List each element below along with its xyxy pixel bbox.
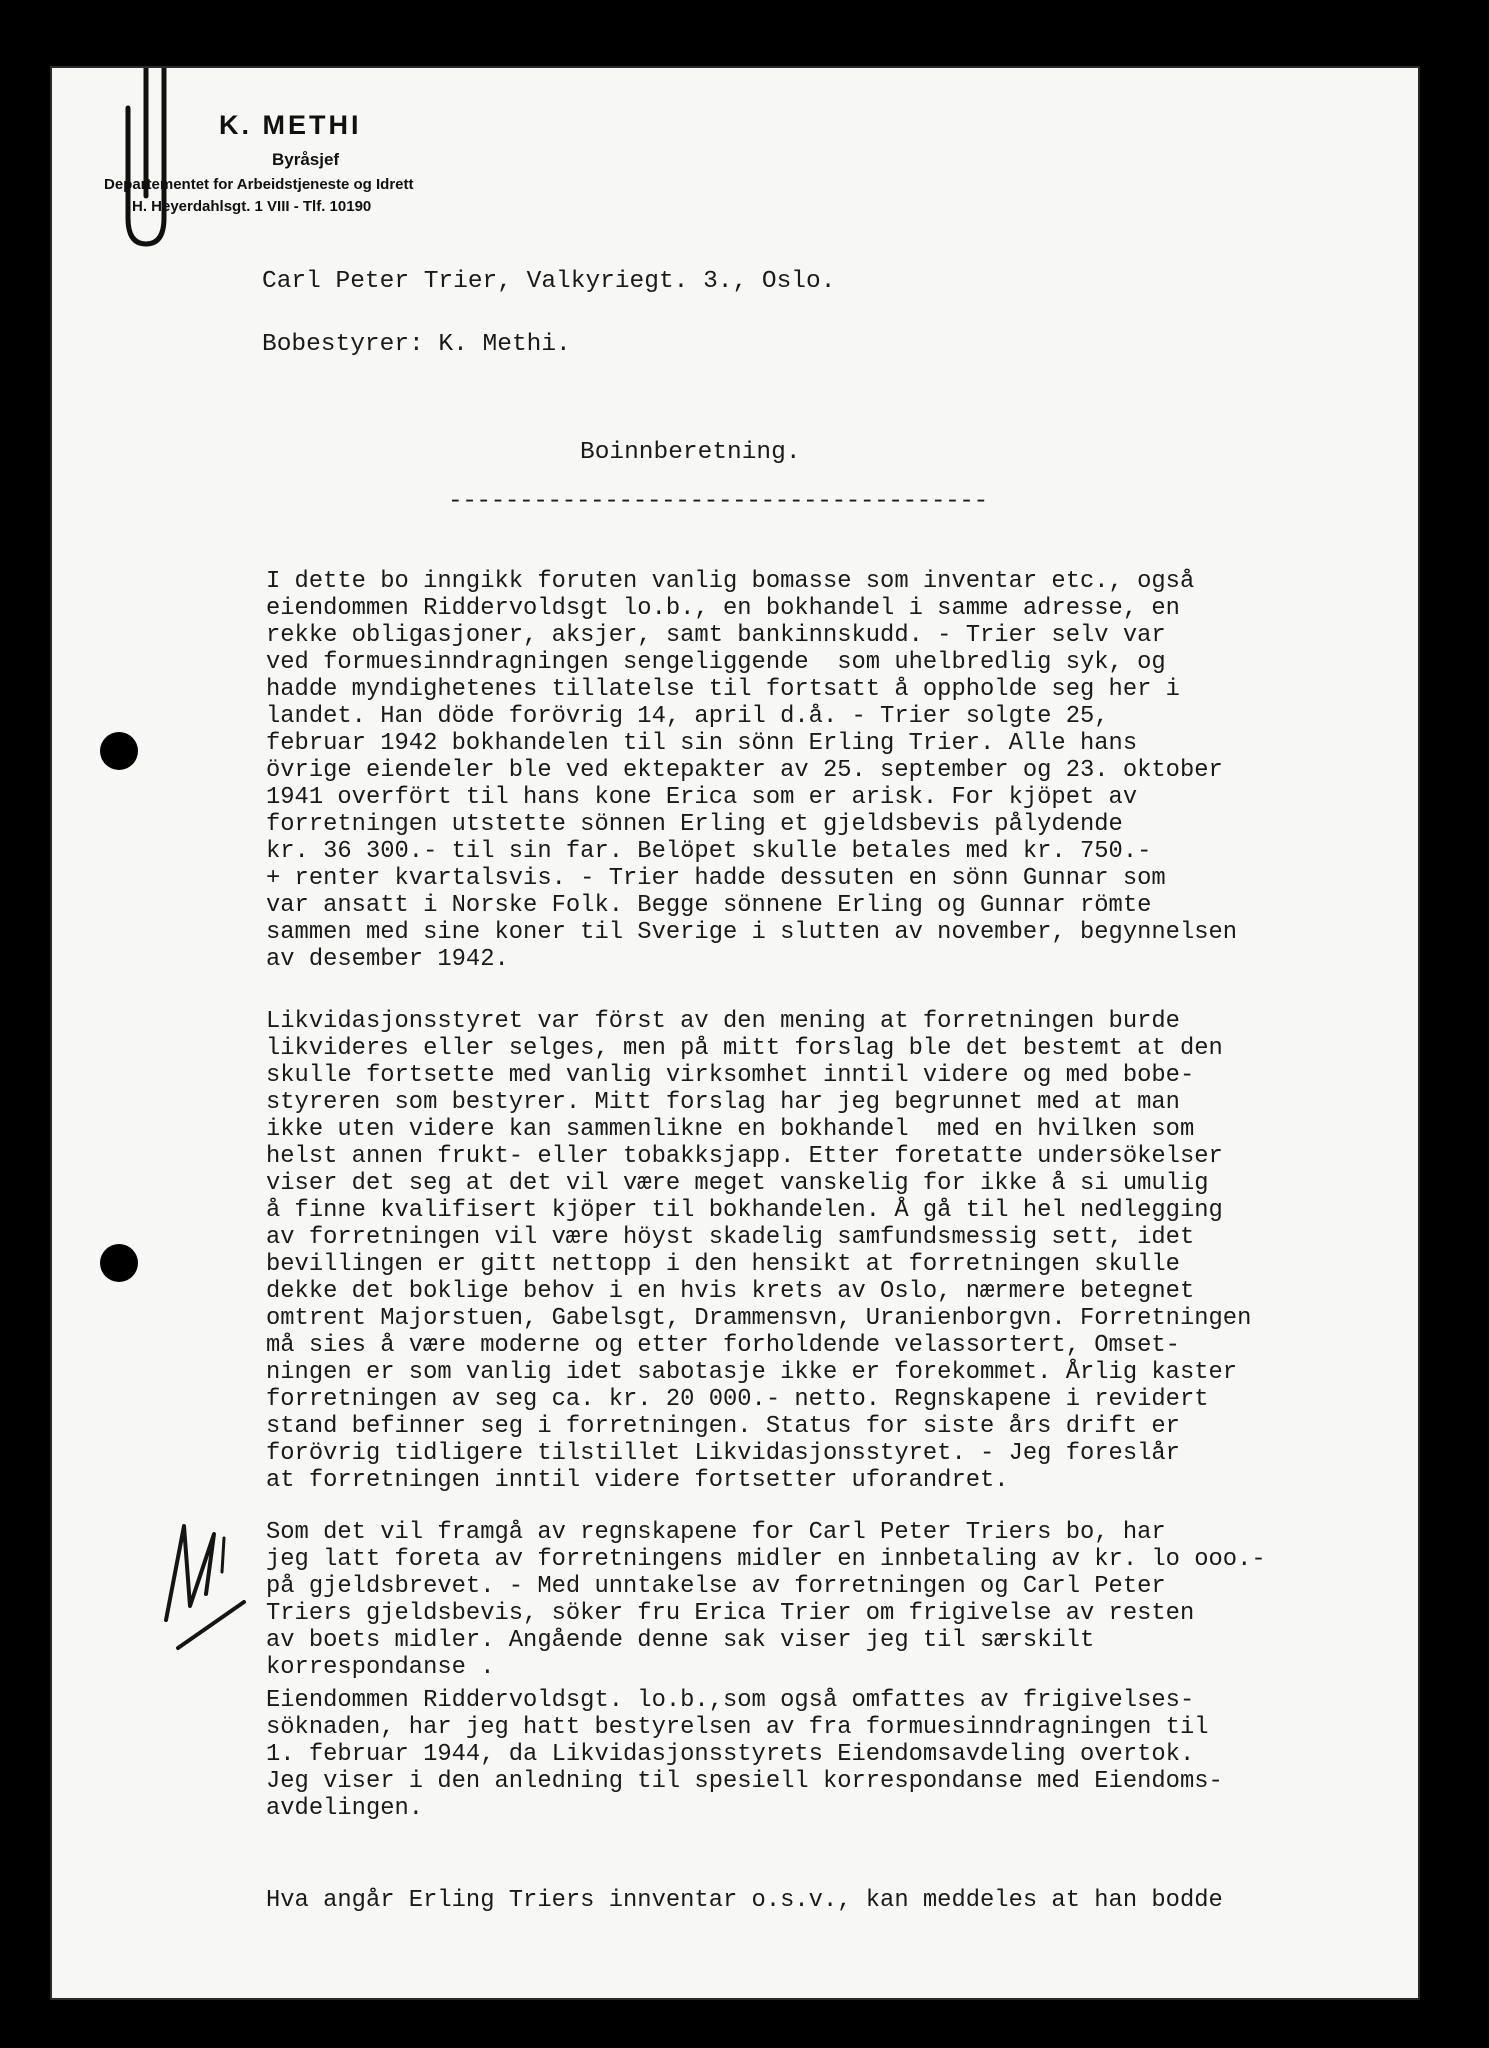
text-line: helst annen frukt- eller tobakksjapp. Etter foretatte undersökelser [266,1143,1223,1170]
text-line: av forretningen vil være höyst skadelig samfundsmessig sett, idet [266,1224,1195,1251]
text-line: bevillingen er gitt nettopp i den hensikt at forretningen skulle [266,1251,1180,1278]
text-line: I dette bo inngikk foruten vanlig bomasse som inventar etc., også [266,568,1195,595]
text-line: Triers gjeldsbevis, söker fru Erica Trier om frigivelse av resten [266,1600,1195,1627]
text-line: forretningen utstette sönnen Erling et gjeldsbevis pålydende [266,811,1123,838]
text-line: omtrent Majorstuen, Gabelsgt, Drammensvn, Uranienborgvn. Forretningen [266,1305,1252,1332]
document-page [52,68,1418,1998]
text-line: dekke det boklige behov i en hvis krets av Oslo, nærmere betegnet [266,1278,1195,1305]
text-line: 1941 overfört til hans kone Erica som er arisk. For kjöpet av [266,784,1138,811]
text-line: at forretningen inntil videre fortsetter uforandret. [266,1467,1009,1494]
paragraph-inventory [266,1887,1396,1914]
text-line: rekke obligasjoner, aksjer, samt bankinnskudd. - Trier selv var [266,622,1166,649]
estate-manager-line: Bobestyrer: K. Methi. [262,331,571,358]
heading-underline: -------------------------------------- [448,488,988,515]
text-line: forövrig tidligere tilstillet Likvidasjonsstyret. - Jeg foreslår [266,1440,1180,1467]
paragraph-estate-contents [266,568,1396,973]
text-line: Jeg viser i den anledning til spesiell korrespondanse med Eiendoms- [266,1768,1223,1795]
text-line: + renter kvartalsvis. - Trier hadde dessuten en sönn Gunnar som [266,865,1166,892]
text-line: på gjeldsbrevet. - Med unntakelse av forretningen og Carl Peter [266,1573,1166,1600]
text-line: avdelingen. [266,1795,424,1822]
text-line: styreren som bestyrer. Mitt forslag har jeg begrunnet med at man [266,1089,1180,1116]
letterhead-title: Byråsjef [272,150,340,169]
text-line: av boets midler. Angående denne sak viser jeg til særskilt [266,1627,1095,1654]
text-line: Eiendommen Riddervoldsgt. lo.b.,som også omfattes av frigivelses- [266,1687,1195,1714]
text-line: ikke uten videre kan sammenlikne en bokhandel med en hvilken som [266,1116,1195,1143]
paragraph-property [266,1687,1396,1822]
paragraph-payment-release [266,1519,1396,1681]
text-line: stand befinner seg i forretningen. Status for siste års drift er [266,1413,1180,1440]
text-line: Likvidasjonsstyret var först av den mening at forretningen burde [266,1008,1180,1035]
text-line: 1. februar 1944, da Likvidasjonsstyrets Eiendomsavdeling overtok. [266,1741,1195,1768]
letterhead-address: H. Heyerdahlsgt. 1 VIII - Tlf. 10190 [132,198,372,215]
text-line: av desember 1942. [266,946,509,973]
text-line: likvideres eller selges, men på mitt forslag ble det bestemt at den [266,1035,1223,1062]
addressee-line: Carl Peter Trier, Valkyriegt. 3., Oslo. [262,268,836,295]
text-line: söknaden, har jeg hatt bestyrelsen av fra formuesinndragningen til [266,1714,1209,1741]
punch-hole [100,1244,138,1282]
text-line: jeg latt foreta av forretningens midler en innbetaling av kr. lo ooo.- [266,1546,1266,1573]
text-line: forretningen av seg ca. kr. 20 000.- netto. Regnskapene i revidert [266,1386,1209,1413]
text-line: eiendommen Riddervoldsgt lo.b., en bokhandel i samme adresse, en [266,595,1180,622]
handwritten-initial-mark [144,1510,254,1660]
text-line: hadde myndighetenes tillatelse til fortsatt å oppholde seg her i [266,676,1180,703]
paragraph-business-continuation [266,1008,1396,1494]
text-line: Som det vil framgå av regnskapene for Carl Peter Triers bo, har [266,1519,1166,1546]
document-heading: Boinnberetning. [580,439,801,466]
text-line: viser det seg at det vil være meget vanskelig for ikke å si umulig [266,1170,1209,1197]
letterhead-department: Departementet for Arbeidstjeneste og Idrett [104,176,414,193]
punch-hole [100,732,138,770]
text-line: korrespondanse . [266,1654,495,1681]
text-line: å finne kvalifisert kjöper til bokhandelen. Å gå til hel nedlegging [266,1197,1223,1224]
paper-clip-icon [102,68,198,258]
text-line: var ansatt i Norske Folk. Begge sönnene Erling og Gunnar römte [266,892,1152,919]
text-line: må sies å være moderne og etter forholdende velassortert, Omset- [266,1332,1180,1359]
text-line: kr. 36 300.- til sin far. Belöpet skulle betales med kr. 750.- [266,838,1152,865]
text-line: Hva angår Erling Triers innventar o.s.v., kan meddeles at han bodde [266,1887,1223,1914]
text-line: sammen med sine koner til Sverige i slutten av november, begynnelsen [266,919,1238,946]
text-line: landet. Han döde forövrig 14, april d.å. - Trier solgte 25, [266,703,1109,730]
text-line: ningen er som vanlig idet sabotasje ikke er forekommet. Årlig kaster [266,1359,1238,1386]
text-line: februar 1942 bokhandelen til sin sönn Erling Trier. Alle hans [266,730,1138,757]
text-line: skulle fortsette med vanlig virksomhet inntil videre og med bobe- [266,1062,1195,1089]
text-line: övrige eiendeler ble ved ektepakter av 25. september og 23. oktober [266,757,1223,784]
text-line: ved formuesinndragningen sengeliggende som uhelbredlig syk, og [266,649,1166,676]
letterhead-name: K. METHI [219,110,362,140]
